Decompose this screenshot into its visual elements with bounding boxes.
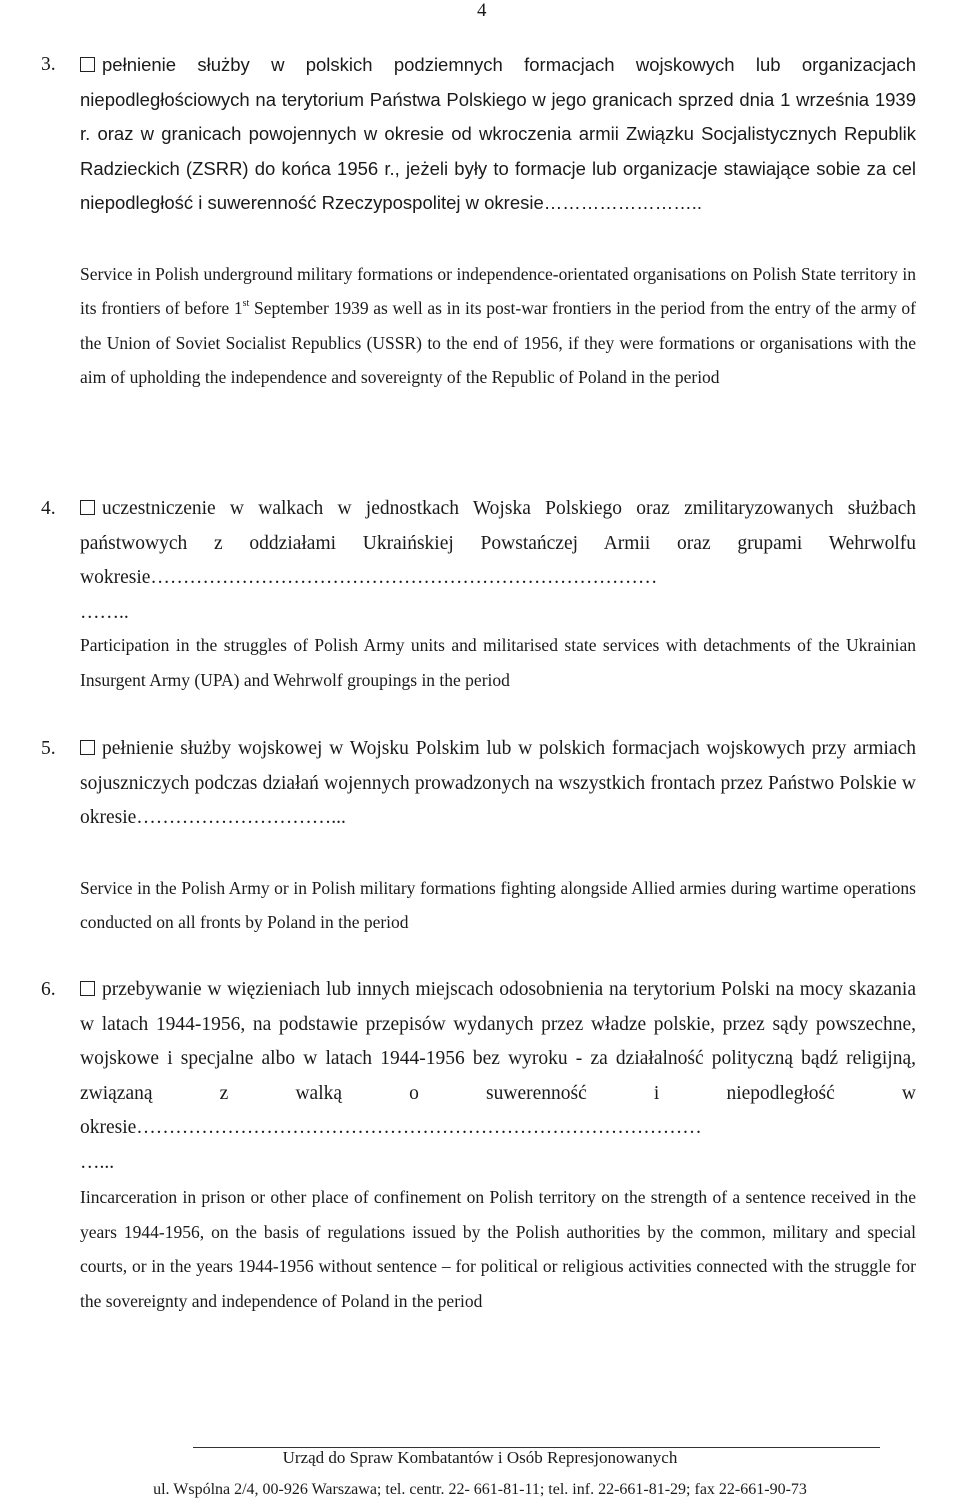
section-item-5 — [41, 732, 916, 940]
section-item-4 — [41, 492, 916, 697]
dotted-fill: …... — [80, 1151, 115, 1173]
checkbox[interactable] — [80, 981, 95, 996]
checkbox[interactable] — [80, 500, 95, 515]
section-item-6 — [41, 973, 916, 1318]
item-number: 4. — [41, 498, 56, 519]
checkbox[interactable] — [80, 57, 95, 72]
english-translation — [80, 257, 916, 395]
polish-text-block — [41, 973, 916, 1180]
checkbox[interactable] — [80, 740, 95, 755]
polish-text: pełnienie służby wojskowej w Wojsku Polskim lub w polskich formacjach wojskowych przy armiach sojuszniczych podczas działań wojennych prowadzonych na wszystkich frontach przez Państwo Polskie w okresie…………………………... — [80, 738, 916, 828]
footer-address: ul. Wspólna 2/4, 00-926 Warszawa; tel. centr. 22- 661-81-11; tel. inf. 22-661-81-29; fax 22-661-90-73 — [153, 1481, 807, 1498]
item-number: 5. — [41, 738, 56, 759]
dotted-fill: …….. — [80, 601, 129, 623]
ordinal-suffix: st — [242, 298, 250, 309]
english-translation: Service in the Polish Army or in Polish military formations fighting alongside Allied armies during wartime operations conducted on all fronts by Poland in the period — [80, 877, 916, 932]
item-number: 3. — [41, 54, 56, 75]
english-translation: Participation in the struggles of Polish Army units and militarised state services with detachments of the Ukrainian Insurgent Army (UPA) and Wehrwolf groupings in the period — [80, 635, 916, 690]
english-text: Service in Polish underground military formations or independence-orientated organisations on Polish State territory in its frontiers of before 1 — [80, 263, 916, 318]
polish-text: pełnienie służby w polskich podziemnych formacjach wojskowych lub organizacjach niepodległościowych na terytorium Państwa Polskiego w jego granicach sprzed dnia 1 września 1939 r. oraz w granicach powojennych w okresie od wkroczenia armii Związku Socjalistycznych Republik Radzieckich (ZSRR) do końca 1956 r., jeżeli były to formacje lub organizacje stawiające sobie za cel niepodległość i suwerenność Rzeczypospolitej w okresie…………………….. — [80, 54, 916, 213]
polish-text: przebywanie w więzieniach lub innych miejscach odosobnienia na terytorium Polski na mocy skazania w latach 1944-1956, na podstawie przepisów wydanych przez władze polskie, przez sądy powszechne, wojskowe i specjalne albo w latach 1944-1956 bez wyroku - za działalność polityczną bądź religijną, związaną z walką o suwerenność i niepodległość w okresie…………………………………………………………………………… — [80, 979, 916, 1138]
polish-text-block — [41, 492, 916, 630]
section-item-3 — [41, 48, 916, 395]
polish-text: uczestniczenie w walkach w jednostkach Wojska Polskiego oraz zmilitaryzowanych służbach państwowych z oddziałami Ukraińskiej Powstańczej Armii oraz grupami Wehrwolfu wokresie…………………………………………………………………… — [80, 498, 916, 588]
english-translation: Iincarceration in prison or other place of confinement on Polish territory on the strength of a sentence received in the years 1944-1956, on the basis of regulations issued by the Polish authorities by the common, military and special courts, or in the years 1944-1956 without sentence – for political or religious activities connected with the struggle for the sovereignty and independence of Poland in the period — [80, 1187, 916, 1311]
english-text-cont: September 1939 as well as in its post-war frontiers in the period from the entry of the army of the Union of Soviet Socialist Republics (USSR) to the end of 1956, if they were formations or organisations with the aim of upholding the independence and sovereignty of the Republic of Poland in the period — [80, 298, 916, 387]
polish-text-block — [41, 48, 916, 221]
polish-text-block — [41, 732, 916, 836]
page-number: 4 — [477, 0, 487, 21]
item-number: 6. — [41, 979, 56, 1000]
footer-office: Urząd do Spraw Kombatantów i Osób Represjonowanych — [282, 1448, 678, 1467]
